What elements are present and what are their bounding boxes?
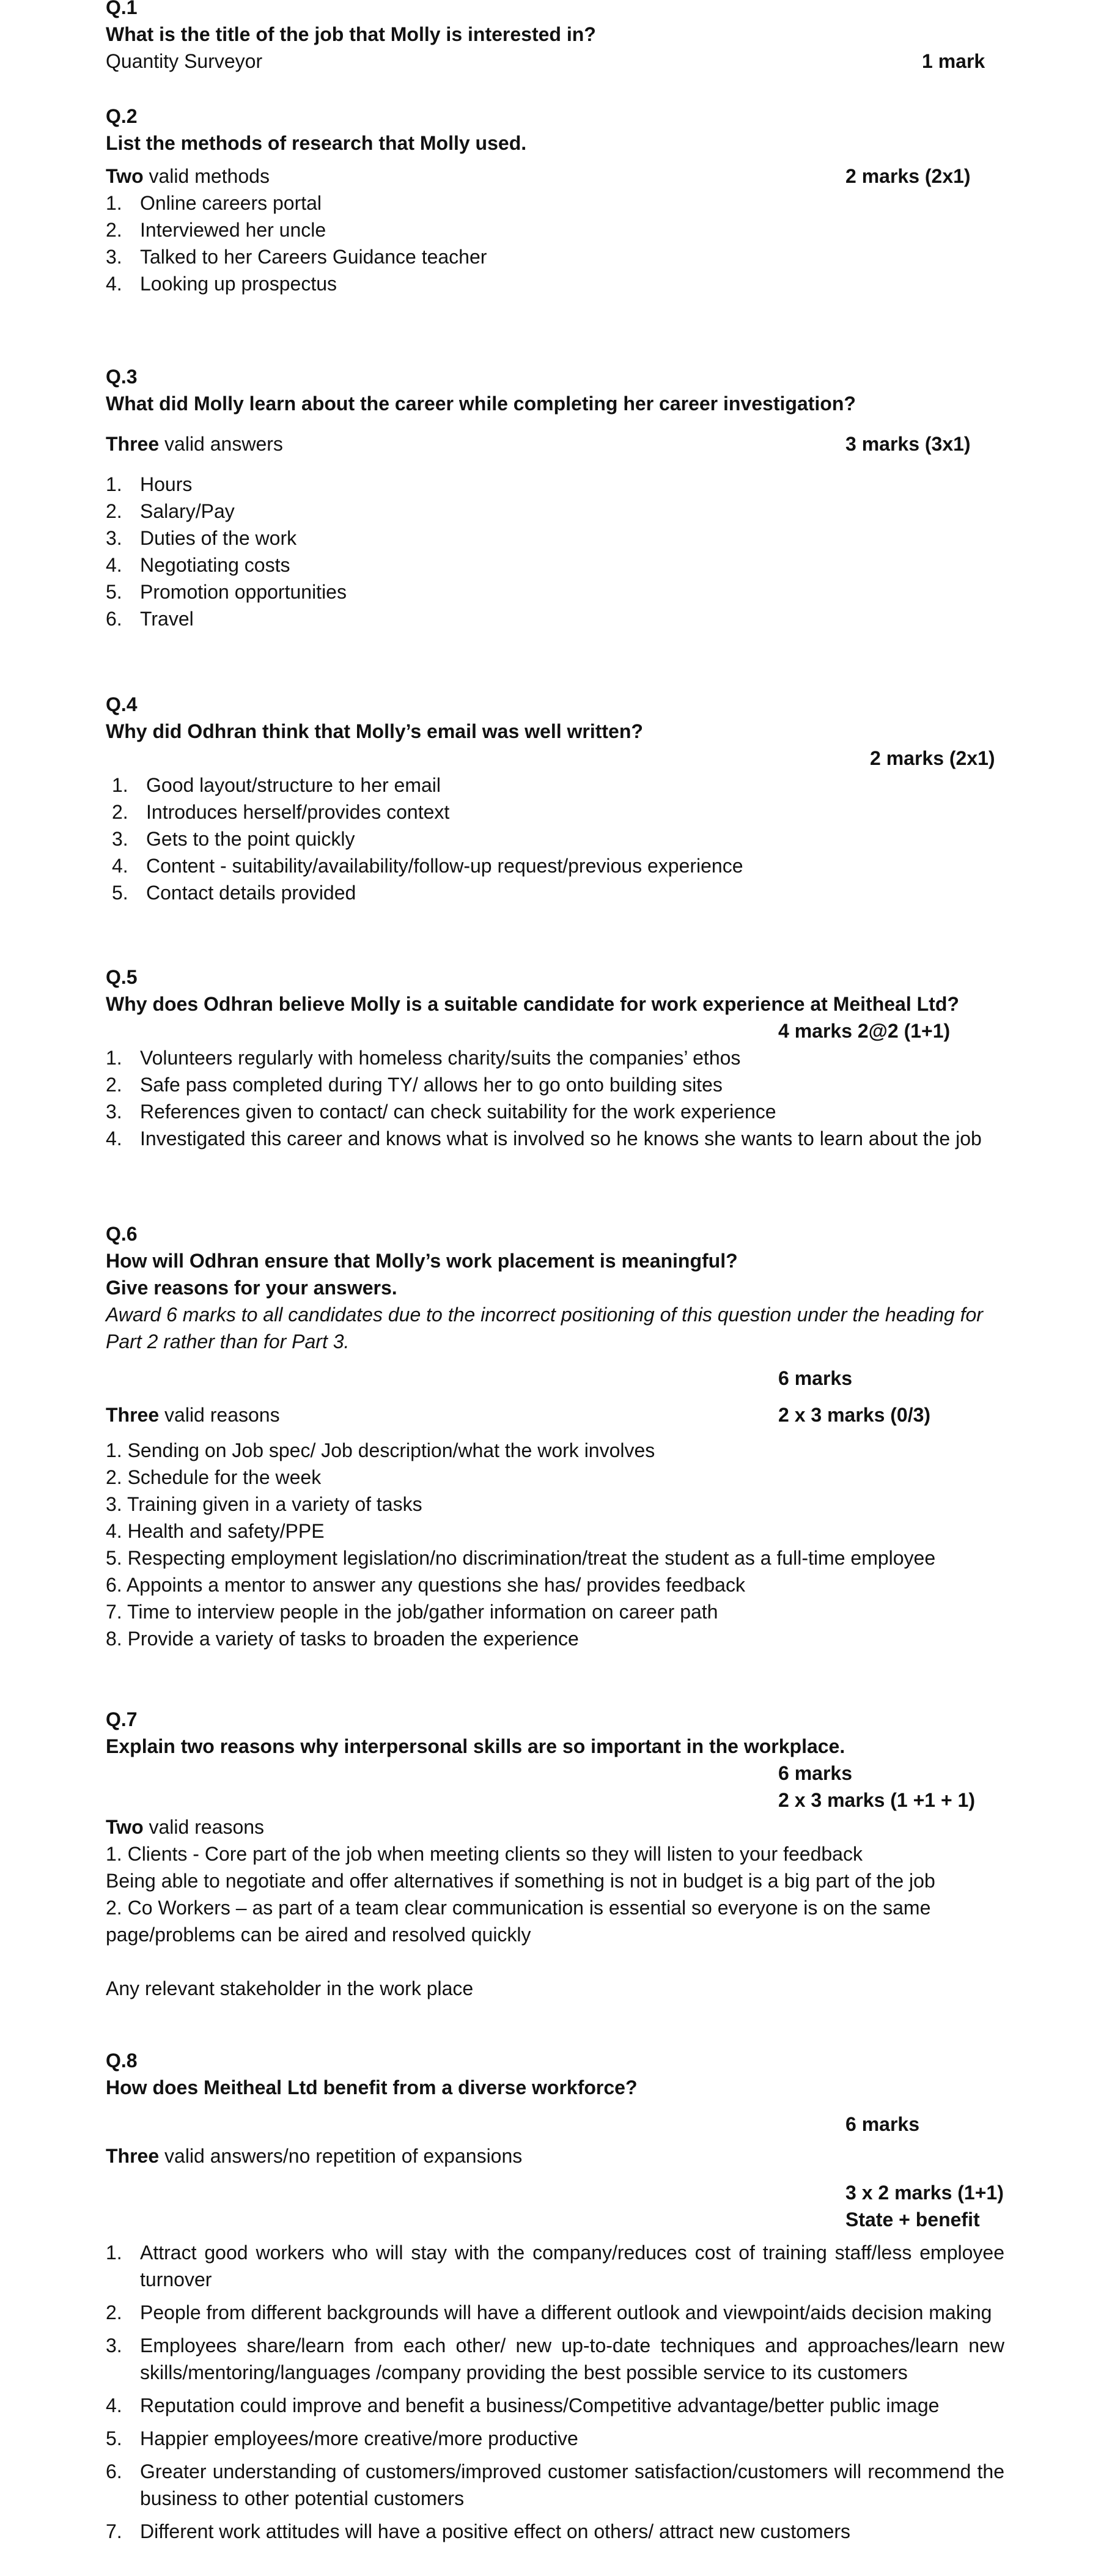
marks-row-2 — [106, 2179, 1011, 2206]
criteria-row — [106, 163, 1011, 190]
list-item: 3. Duties of the work — [106, 527, 297, 549]
answer-text: Quantity Surveyor — [106, 50, 263, 72]
question-1 — [106, 0, 1011, 75]
marks-label: 3 marks (3x1) — [845, 433, 971, 455]
list-item: 2. People from different backgrounds will have a different outlook and viewpoint/aids decision making — [106, 2301, 992, 2323]
marks-label: 6 marks — [845, 2113, 919, 2135]
question-number: Q.8 — [106, 2050, 138, 2072]
marks-row-3 — [106, 2206, 1011, 2233]
question-text: List the methods of research that Molly used. — [106, 132, 527, 154]
question-3 — [106, 363, 1011, 632]
list-item: 8. Provide a variety of tasks to broaden the experience — [106, 1628, 579, 1650]
answer-row — [106, 48, 1011, 75]
marks-row — [106, 2111, 1011, 2138]
question-2 — [106, 103, 1011, 297]
criteria-row — [106, 1401, 1011, 1428]
marks-breakdown: 3 x 2 marks (1+1) — [845, 2182, 1004, 2204]
list-item: 3. Training given in a variety of tasks — [106, 1493, 422, 1515]
marks-label: 2 marks (2x1) — [870, 747, 995, 769]
criteria-text: Three valid answers — [106, 433, 283, 455]
list-item: 5. Promotion opportunities — [106, 581, 347, 603]
list-item: 4. Reputation could improve and benefit a business/Competitive advantage/better public image — [106, 2394, 940, 2416]
list-item: 4. Negotiating costs — [106, 554, 290, 576]
list-item: 1. Volunteers regularly with homeless charity/suits the companies’ ethos — [106, 1047, 741, 1069]
list-item: 3. Employees share/learn from each other/ new up-to-date techniques and approaches/learn new skills/mentoring/languages /company providing the best possible service to its customers — [106, 2334, 1004, 2383]
question-number: Q.1 — [106, 0, 138, 18]
question-text: How does Meitheal Ltd benefit from a diverse workforce? — [106, 2076, 638, 2098]
list-item: 6. Greater understanding of customers/improved customer satisfaction/customers will recommend the business to other potential customers — [106, 2460, 1004, 2509]
question-4 — [106, 691, 1011, 906]
question-text: What did Molly learn about the career while completing her career investigation? — [106, 393, 856, 415]
criteria-row — [106, 2142, 1011, 2169]
answer-list — [106, 2239, 1004, 2545]
question-text: Why does Odhran believe Molly is a suitable candidate for work experience at Meitheal Ltd? — [106, 993, 959, 1015]
list-item: 1. Hours — [106, 473, 193, 495]
criteria-text: Three valid answers/no repetition of expansions — [106, 2145, 523, 2167]
list-item: 1. Attract good workers who will stay with the company/reduces cost of training staff/less employee turnover — [106, 2242, 1004, 2290]
question-text: What is the title of the job that Molly is interested in? — [106, 23, 596, 45]
list-item: 6. Appoints a mentor to answer any questions she has/ provides feedback — [106, 1574, 745, 1596]
list-item: 2. Interviewed her uncle — [106, 219, 326, 241]
list-item: 7. Different work attitudes will have a positive effect on others/ attract new customers — [106, 2520, 851, 2542]
list-item: 1. Good layout/structure to her email — [112, 774, 441, 796]
question-number: Q.2 — [106, 105, 138, 127]
answer-line: Being able to negotiate and offer alternatives if something is not in budget is a big part of the job — [106, 1870, 935, 1892]
question-text: Explain two reasons why interpersonal skills are so important in the workplace. — [106, 1735, 845, 1757]
criteria-row — [106, 430, 1011, 457]
list-item: 5. Contact details provided — [112, 882, 356, 904]
marks-breakdown: 2 x 3 marks (1 +1 + 1) — [778, 1789, 975, 1811]
list-item: 6. Travel — [106, 608, 194, 630]
criteria-text: Two valid methods — [106, 165, 270, 187]
list-item: 4. Content - suitability/availability/follow-up request/previous experience — [112, 855, 743, 877]
answer-list — [106, 1437, 1011, 1652]
marks-note: State + benefit — [845, 2209, 980, 2231]
list-item: 5. Respecting employment legislation/no discrimination/treat the student as a full-time employee — [106, 1547, 936, 1569]
list-item: 2. Salary/Pay — [106, 500, 235, 522]
question-number: Q.3 — [106, 366, 138, 388]
answer-list — [106, 190, 1011, 297]
question-number: Q.5 — [106, 966, 138, 988]
list-item: 4. Health and safety/PPE — [106, 1520, 325, 1542]
marks-label: 1 mark — [922, 50, 985, 72]
list-item: 3. References given to contact/ can check suitability for the work experience — [106, 1101, 776, 1123]
marks-label: 2 marks (2x1) — [845, 165, 971, 187]
answer-list — [106, 1044, 1004, 1152]
list-item: 1. Sending on Job spec/ Job description/what the work involves — [106, 1439, 655, 1461]
marks-breakdown: 2 x 3 marks (0/3) — [778, 1404, 931, 1426]
marks-label: 6 marks — [778, 1367, 852, 1389]
marks-label: 6 marks — [778, 1762, 852, 1784]
list-item: 2. Introduces herself/provides context — [112, 801, 450, 823]
answer-line: 2. Co Workers – as part of a team clear communication is essential so everyone is on the same page/problems can be aired and resolved quickly — [106, 1897, 931, 1946]
list-item: 4. Investigated this career and knows what is involved so he knows she wants to learn about the job — [106, 1127, 982, 1150]
question-text: Why did Odhran think that Molly’s email was well written? — [106, 720, 643, 742]
marks-row — [106, 1017, 1011, 1044]
marks-row — [106, 745, 1011, 772]
question-text: How will Odhran ensure that Molly’s work placement is meaningful? — [106, 1250, 738, 1272]
list-item: 2. Schedule for the week — [106, 1466, 322, 1488]
list-item: 7. Time to interview people in the job/gather information on career path — [106, 1601, 718, 1623]
question-6 — [106, 1220, 1011, 1652]
list-item: 3. Talked to her Careers Guidance teacher — [106, 246, 487, 268]
answer-list — [106, 772, 1011, 906]
question-number: Q.4 — [106, 693, 138, 715]
criteria-text: Two valid reasons — [106, 1816, 265, 1838]
list-item: 5. Happier employees/more creative/more productive — [106, 2427, 578, 2449]
answer-line: 1. Clients - Core part of the job when meeting clients so they will listen to your feedback — [106, 1843, 863, 1865]
question-subtext: Give reasons for your answers. — [106, 1277, 397, 1299]
marks-row — [106, 1365, 1011, 1392]
question-8 — [106, 2047, 1011, 2545]
question-7 — [106, 1706, 1011, 2002]
list-item: 3. Gets to the point quickly — [112, 828, 355, 850]
marks-row-2 — [106, 1787, 1011, 1814]
list-item: 4. Looking up prospectus — [106, 273, 337, 295]
question-number: Q.6 — [106, 1223, 138, 1245]
marks-row — [106, 1760, 1011, 1787]
marking-note: Award 6 marks to all candidates due to the incorrect positioning of this question under the heading for Part 2 rather than for Part 3. — [106, 1304, 983, 1353]
list-item: 1. Online careers portal — [106, 192, 322, 214]
question-number: Q.7 — [106, 1708, 138, 1730]
extra-note: Any relevant stakeholder in the work place — [106, 1977, 474, 1999]
list-item: 2. Safe pass completed during TY/ allows her to go onto building sites — [106, 1074, 723, 1096]
answer-list — [106, 471, 1011, 632]
criteria-text: Three valid reasons — [106, 1404, 280, 1426]
question-5 — [106, 964, 1011, 1152]
marks-label: 4 marks 2@2 (1+1) — [778, 1020, 951, 1042]
